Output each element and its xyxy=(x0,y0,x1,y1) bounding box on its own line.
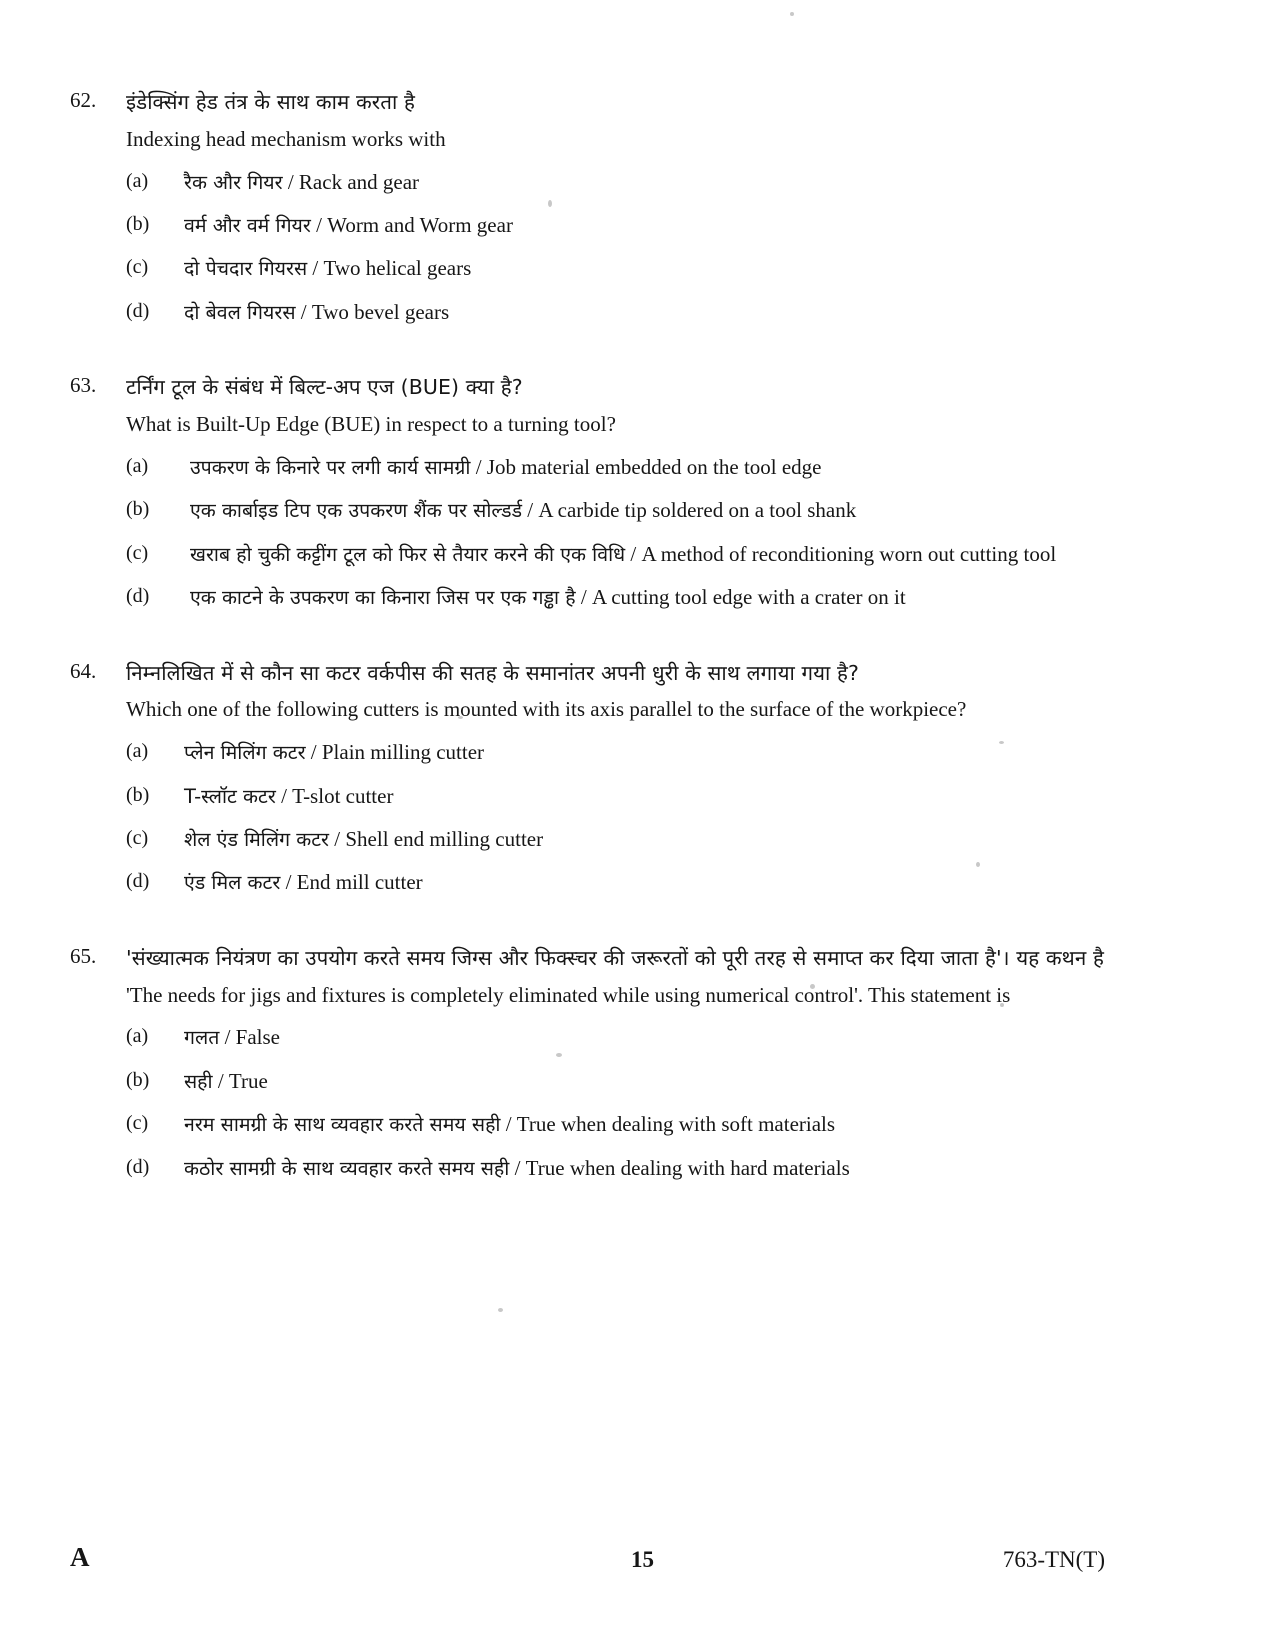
option-label: (d) xyxy=(126,585,150,608)
option-d[interactable] xyxy=(126,297,1110,327)
option-b[interactable] xyxy=(126,781,1110,811)
option-label: (c) xyxy=(126,1112,149,1135)
option-label: (c) xyxy=(126,826,149,849)
question-text-english: Which one of the following cutters is mounted with its axis parallel to the surface of the workpiece? xyxy=(126,697,967,722)
question-number: 63. xyxy=(70,373,97,398)
option-label: (a) xyxy=(126,454,149,477)
option-text-hindi: एक कार्बाइड टिप एक उपकरण शैंक पर सोल्डर्ड xyxy=(190,499,523,523)
question-text-hindi: इंडेक्सिंग हेड तंत्र के साथ काम करता है xyxy=(126,90,415,114)
option-c[interactable] xyxy=(126,539,1110,569)
option-text-hindi: दो पेचदार गियरस xyxy=(184,257,308,281)
option-text-hindi: सही xyxy=(184,1069,213,1093)
option-c[interactable] xyxy=(126,824,1110,854)
options-list xyxy=(126,452,1110,613)
option-a[interactable] xyxy=(126,1022,1110,1052)
option-text-hindi: कठोर सामग्री के साथ व्यवहार करते समय सही xyxy=(184,1156,510,1180)
question-text-hindi: टर्निंग टूल के संबंध में बिल्ट-अप एज (BUE) क्या है? xyxy=(126,375,523,400)
option-text-english: / Worm and Worm gear xyxy=(316,212,513,237)
option-a[interactable] xyxy=(126,452,1110,482)
question-number: 64. xyxy=(70,658,97,683)
option-text-hindi: शेल एंड मिलिंग कटर xyxy=(184,827,330,851)
scan-speck xyxy=(790,12,794,16)
booklet-series: A xyxy=(70,1542,90,1572)
option-text-hindi: एंड मिल कटर xyxy=(184,871,281,895)
option-label: (a) xyxy=(126,740,149,763)
option-c[interactable] xyxy=(126,253,1110,283)
question-number: 65. xyxy=(70,943,97,968)
option-d[interactable] xyxy=(126,1153,1110,1183)
option-b[interactable] xyxy=(126,210,1110,240)
option-label: (c) xyxy=(126,256,149,279)
option-b[interactable] xyxy=(126,1066,1110,1096)
option-a[interactable] xyxy=(126,737,1110,767)
option-label: (b) xyxy=(126,498,150,521)
option-text-hindi: खराब हो चुकी कट्टींग टूल को फिर से तैयार करने की एक विधि xyxy=(190,542,626,566)
question-65 xyxy=(70,944,1110,1183)
option-text-hindi: प्लेन मिलिंग कटर xyxy=(184,741,306,765)
page-footer xyxy=(70,1543,1215,1573)
option-text-hindi: T-स्लॉट कटर xyxy=(184,784,276,808)
option-label: (d) xyxy=(126,870,150,893)
option-text-english: / Rack and gear xyxy=(287,169,420,194)
option-label: (d) xyxy=(126,1155,150,1178)
option-text-english: / Shell end milling cutter xyxy=(334,826,544,851)
question-text-hindi: निम्नलिखित में से कौन सा कटर वर्कपीस की सतह के समानांतर अपनी धुरी के साथ लगाया गया है? xyxy=(126,660,860,685)
option-text-hindi: नरम सामग्री के साथ व्यवहार करते समय सही xyxy=(184,1113,501,1137)
options-list xyxy=(126,737,1110,898)
option-text-english: / True when dealing with hard materials xyxy=(514,1155,850,1180)
question-text-english: Indexing head mechanism works with xyxy=(126,126,446,151)
option-text-english: / Two helical gears xyxy=(312,256,472,281)
option-text-hindi: गलत xyxy=(184,1026,220,1050)
question-body xyxy=(126,373,1110,612)
option-a[interactable] xyxy=(126,167,1110,197)
question-63 xyxy=(70,373,1110,612)
option-text-english: / T-slot cutter xyxy=(281,783,394,808)
option-label: (d) xyxy=(126,299,150,322)
option-label: (a) xyxy=(126,169,149,192)
option-text-english: / Two bevel gears xyxy=(300,299,450,324)
question-62 xyxy=(70,88,1110,327)
option-text-hindi: दो बेवल गियरस xyxy=(184,300,296,324)
option-text-english: / False xyxy=(224,1025,280,1050)
question-text-english: 'The needs for jigs and fixtures is completely eliminated while using numerical control'. This statement is xyxy=(126,982,1011,1007)
option-label: (c) xyxy=(126,541,149,564)
option-text-english: / Plain milling cutter xyxy=(310,740,485,765)
options-list xyxy=(126,1022,1110,1183)
question-text-hindi: 'संख्यात्मक नियंत्रण का उपयोग करते समय जिग्स और फिक्स्चर की जरूरतों को पूरी तरह से समाप्त कर दिया जाता है'। यह कथन है xyxy=(126,945,1104,970)
page-number: 15 xyxy=(631,1547,654,1572)
option-label: (b) xyxy=(126,783,150,806)
option-d[interactable] xyxy=(126,867,1110,897)
question-body xyxy=(126,659,1110,898)
question-body xyxy=(126,88,1110,327)
option-text-hindi: रैक और गियर xyxy=(184,170,283,194)
option-label: (a) xyxy=(126,1025,149,1048)
option-text-english: / True when dealing with soft materials xyxy=(505,1112,836,1137)
question-body xyxy=(126,944,1110,1183)
options-list xyxy=(126,167,1110,328)
option-label: (b) xyxy=(126,1068,150,1091)
question-64 xyxy=(70,659,1110,898)
option-text-english: / End mill cutter xyxy=(285,870,423,895)
option-text-english: / True xyxy=(217,1068,268,1093)
option-d[interactable] xyxy=(126,582,1110,612)
option-b[interactable] xyxy=(126,495,1110,525)
option-c[interactable] xyxy=(126,1109,1110,1139)
option-text-english: / Job material embedded on the tool edge xyxy=(475,454,822,479)
option-text-english: / A method of reconditioning worn out cutting tool xyxy=(630,541,1057,566)
question-number: 62. xyxy=(70,88,97,112)
option-text-hindi: एक काटने के उपकरण का किनारा जिस पर एक गड्ढा है xyxy=(190,586,576,610)
paper-code: 763-TN(T) xyxy=(1002,1547,1105,1572)
option-label: (b) xyxy=(126,212,150,235)
questions-container xyxy=(70,88,1110,1196)
option-text-hindi: उपकरण के किनारे पर लगी कार्य सामग्री xyxy=(190,455,471,479)
option-text-english: / A carbide tip soldered on a tool shank xyxy=(527,498,857,523)
scan-speck xyxy=(498,1308,503,1312)
option-text-english: / A cutting tool edge with a crater on it xyxy=(580,585,906,610)
question-text-english: What is Built-Up Edge (BUE) in respect to a turning tool? xyxy=(126,412,616,436)
option-text-hindi: वर्म और वर्म गियर xyxy=(184,213,311,237)
